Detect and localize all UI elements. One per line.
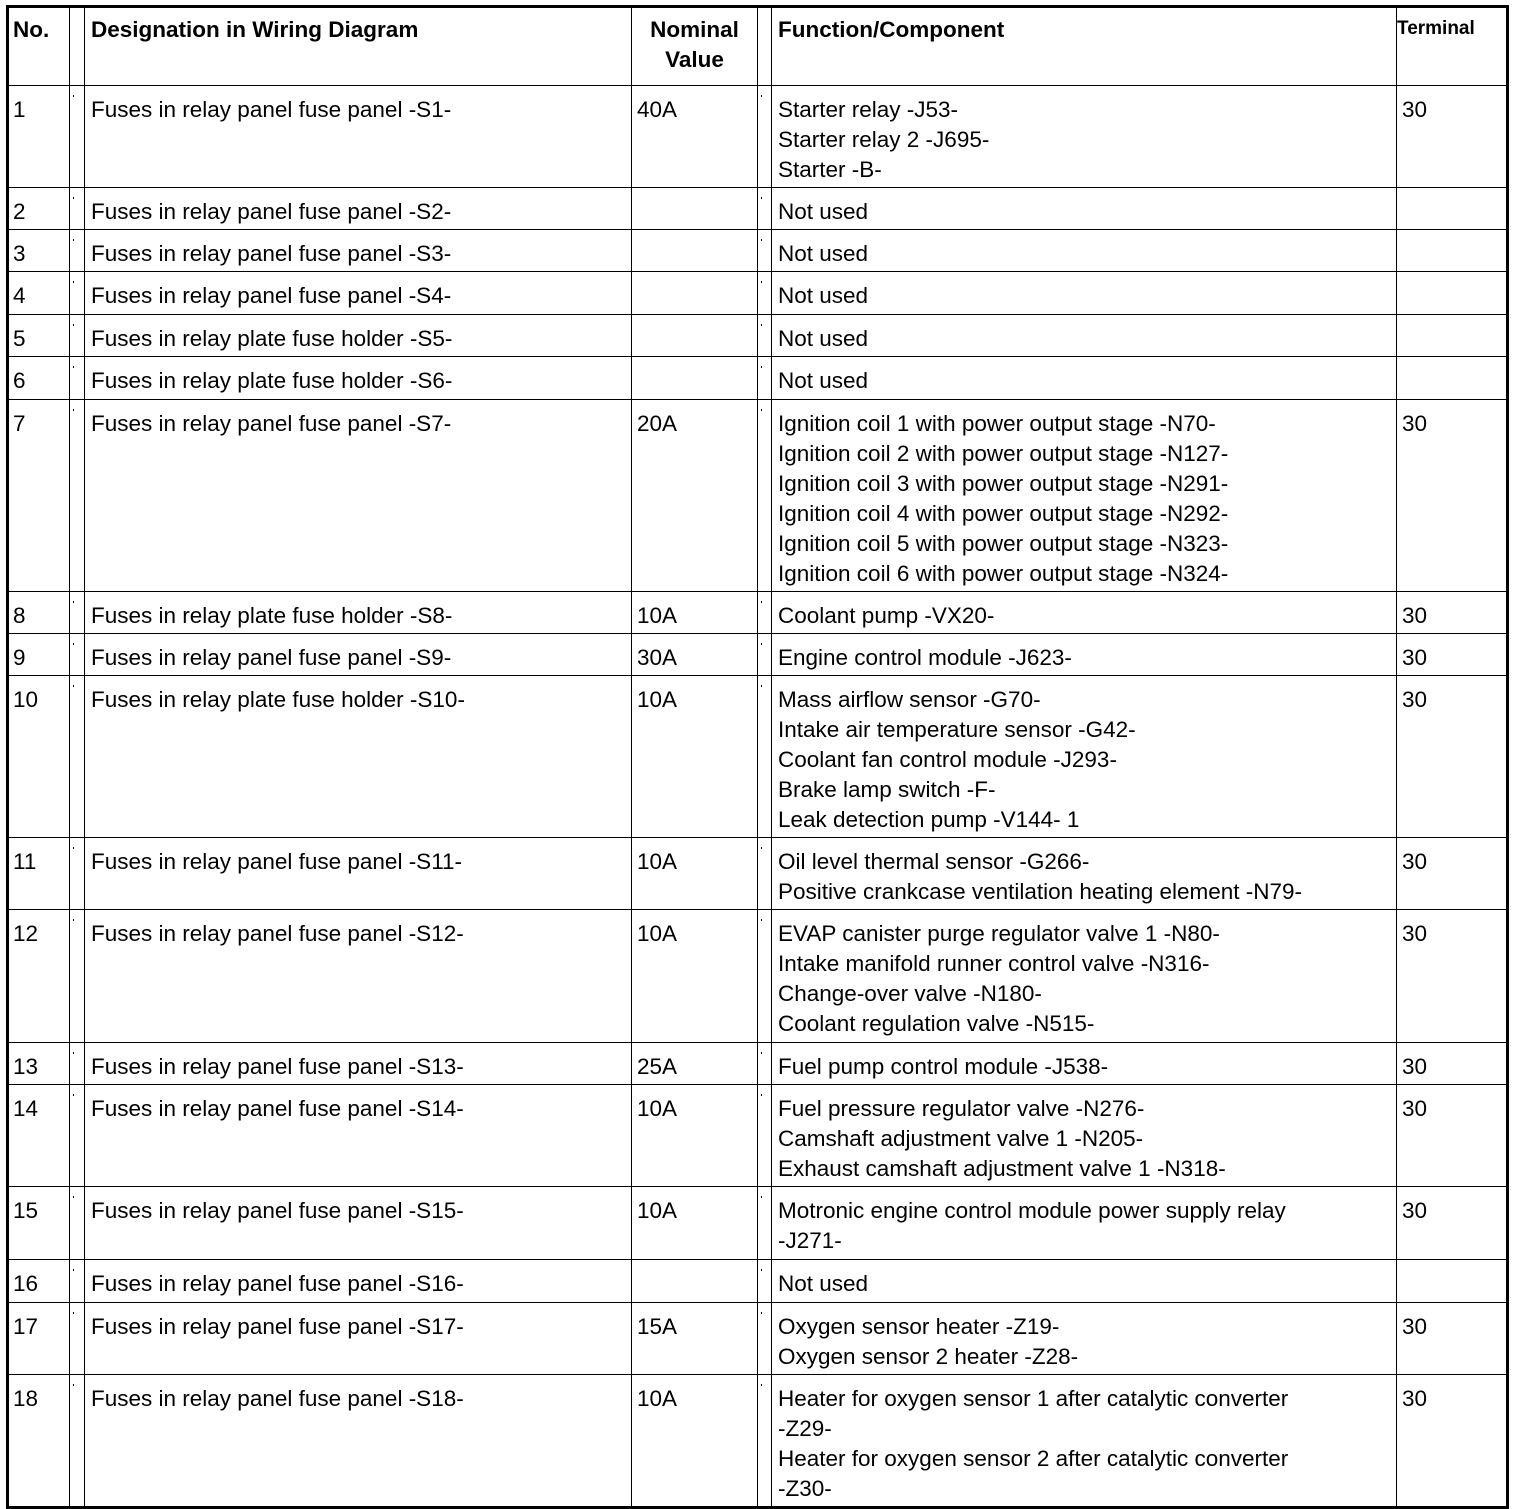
function-line: Ignition coil 2 with power output stage -N127-	[778, 441, 1229, 466]
row-terminal: 30	[1397, 1303, 1508, 1375]
function-line: Not used	[778, 1271, 869, 1296]
function-line: Not used	[778, 241, 869, 266]
row-nominal-value: 10A	[632, 676, 758, 838]
row-number: 16	[8, 1260, 70, 1303]
header-nominal-line1: Nominal	[650, 17, 739, 42]
row-function	[772, 188, 1397, 230]
row-number: 13	[8, 1043, 70, 1085]
table-row	[8, 86, 1508, 188]
row-terminal: 30	[1397, 676, 1508, 838]
row-nominal-value: 40A	[632, 86, 758, 188]
row-spacer	[758, 634, 772, 676]
row-designation: Fuses in relay panel fuse panel -S13-	[85, 1043, 632, 1085]
function-line: Intake air temperature sensor -G42-	[778, 717, 1136, 742]
function-line: Exhaust camshaft adjustment valve 1 -N318-	[778, 1156, 1226, 1181]
function-line: Ignition coil 6 with power output stage -N324-	[778, 561, 1229, 586]
table-row	[8, 230, 1508, 272]
row-terminal: 30	[1397, 910, 1508, 1043]
row-designation: Fuses in relay plate fuse holder -S8-	[85, 592, 632, 634]
function-line: -Z30-	[778, 1476, 832, 1501]
row-number: 15	[8, 1187, 70, 1260]
table-row	[8, 1260, 1508, 1303]
row-spacer	[70, 634, 85, 676]
row-spacer	[758, 592, 772, 634]
row-function	[772, 1375, 1397, 1508]
row-spacer	[758, 676, 772, 838]
header-function: Function/Component	[772, 7, 1397, 86]
row-function	[772, 1303, 1397, 1375]
row-terminal: 30	[1397, 1043, 1508, 1085]
header-spacer	[70, 7, 85, 86]
row-nominal-value: 15A	[632, 1303, 758, 1375]
row-spacer	[70, 1085, 85, 1187]
function-line: Brake lamp switch -F-	[778, 777, 996, 802]
row-designation: Fuses in relay panel fuse panel -S12-	[85, 910, 632, 1043]
fuse-table-body	[8, 86, 1508, 1508]
row-number: 11	[8, 838, 70, 910]
function-line: Positive crankcase ventilation heating element -N79-	[778, 879, 1303, 904]
header-nominal-line2: Value	[665, 47, 724, 72]
row-designation: Fuses in relay panel fuse panel -S11-	[85, 838, 632, 910]
row-spacer	[70, 910, 85, 1043]
function-line: Leak detection pump -V144- 1	[778, 807, 1080, 832]
row-nominal-value	[632, 357, 758, 400]
row-terminal	[1397, 357, 1508, 400]
row-spacer	[70, 676, 85, 838]
row-number: 1	[8, 86, 70, 188]
row-spacer	[70, 838, 85, 910]
row-spacer	[70, 188, 85, 230]
row-designation: Fuses in relay panel fuse panel -S9-	[85, 634, 632, 676]
row-spacer	[70, 1043, 85, 1085]
row-number: 18	[8, 1375, 70, 1508]
row-number: 8	[8, 592, 70, 634]
row-function	[772, 1085, 1397, 1187]
row-spacer	[758, 188, 772, 230]
row-function	[772, 838, 1397, 910]
header-row	[8, 7, 1508, 86]
row-spacer	[758, 86, 772, 188]
row-spacer	[758, 315, 772, 357]
function-line: Not used	[778, 368, 869, 393]
row-spacer	[70, 86, 85, 188]
row-spacer	[758, 1085, 772, 1187]
function-line: Ignition coil 3 with power output stage -N291-	[778, 471, 1229, 496]
row-nominal-value	[632, 315, 758, 357]
function-line: Fuel pump control module -J538-	[778, 1054, 1109, 1079]
row-designation: Fuses in relay plate fuse holder -S5-	[85, 315, 632, 357]
row-nominal-value: 25A	[632, 1043, 758, 1085]
row-spacer	[70, 357, 85, 400]
row-spacer	[758, 400, 772, 592]
row-designation: Fuses in relay panel fuse panel -S2-	[85, 188, 632, 230]
row-terminal: 30	[1397, 838, 1508, 910]
row-nominal-value	[632, 188, 758, 230]
function-line: Camshaft adjustment valve 1 -N205-	[778, 1126, 1144, 1151]
row-nominal-value	[632, 1260, 758, 1303]
row-designation: Fuses in relay panel fuse panel -S1-	[85, 86, 632, 188]
row-designation: Fuses in relay panel fuse panel -S4-	[85, 272, 632, 315]
row-nominal-value: 10A	[632, 1187, 758, 1260]
function-line: Ignition coil 5 with power output stage -N323-	[778, 531, 1229, 556]
row-spacer	[758, 910, 772, 1043]
row-function	[772, 592, 1397, 634]
row-designation: Fuses in relay panel fuse panel -S14-	[85, 1085, 632, 1187]
table-row	[8, 634, 1508, 676]
row-spacer	[758, 1043, 772, 1085]
row-number: 14	[8, 1085, 70, 1187]
row-spacer	[70, 400, 85, 592]
header-nominal-value	[632, 7, 758, 86]
row-spacer	[758, 272, 772, 315]
function-line: Intake manifold runner control valve -N316-	[778, 951, 1210, 976]
table-row	[8, 676, 1508, 838]
row-nominal-value: 10A	[632, 1375, 758, 1508]
row-terminal	[1397, 230, 1508, 272]
row-designation: Fuses in relay panel fuse panel -S15-	[85, 1187, 632, 1260]
row-function	[772, 230, 1397, 272]
function-line: Fuel pressure regulator valve -N276-	[778, 1096, 1145, 1121]
row-number: 3	[8, 230, 70, 272]
row-spacer	[758, 1187, 772, 1260]
table-row	[8, 188, 1508, 230]
row-number: 7	[8, 400, 70, 592]
function-line: Coolant regulation valve -N515-	[778, 1011, 1095, 1036]
row-terminal: 30	[1397, 86, 1508, 188]
function-line: -J271-	[778, 1228, 842, 1253]
row-nominal-value	[632, 272, 758, 315]
row-spacer	[70, 592, 85, 634]
table-row	[8, 838, 1508, 910]
row-function	[772, 86, 1397, 188]
row-spacer	[758, 230, 772, 272]
row-number: 17	[8, 1303, 70, 1375]
fuse-table	[6, 5, 1509, 1509]
function-line: Engine control module -J623-	[778, 645, 1072, 670]
row-terminal: 30	[1397, 1187, 1508, 1260]
table-row	[8, 592, 1508, 634]
row-spacer	[70, 315, 85, 357]
row-function	[772, 400, 1397, 592]
row-nominal-value: 30A	[632, 634, 758, 676]
function-line: Ignition coil 1 with power output stage -N70-	[778, 411, 1216, 436]
table-row	[8, 357, 1508, 400]
row-spacer	[758, 838, 772, 910]
function-line: Not used	[778, 199, 869, 224]
row-designation: Fuses in relay panel fuse panel -S7-	[85, 400, 632, 592]
row-nominal-value: 10A	[632, 910, 758, 1043]
row-function	[772, 357, 1397, 400]
row-terminal: 30	[1397, 592, 1508, 634]
row-number: 12	[8, 910, 70, 1043]
row-nominal-value: 20A	[632, 400, 758, 592]
row-terminal	[1397, 272, 1508, 315]
row-number: 6	[8, 357, 70, 400]
table-row	[8, 1043, 1508, 1085]
row-terminal	[1397, 315, 1508, 357]
row-designation: Fuses in relay plate fuse holder -S10-	[85, 676, 632, 838]
row-function	[772, 315, 1397, 357]
table-row	[8, 272, 1508, 315]
table-row	[8, 1187, 1508, 1260]
header-designation: Designation in Wiring Diagram	[85, 7, 632, 86]
row-function	[772, 1260, 1397, 1303]
row-spacer	[70, 1375, 85, 1508]
row-spacer	[70, 230, 85, 272]
function-line: Not used	[778, 326, 869, 351]
function-line: Motronic engine control module power supply relay	[778, 1198, 1286, 1223]
header-no: No.	[8, 7, 70, 86]
header-terminal: Terminal	[1397, 7, 1508, 86]
row-designation: Fuses in relay panel fuse panel -S3-	[85, 230, 632, 272]
row-nominal-value: 10A	[632, 838, 758, 910]
function-line: Coolant fan control module -J293-	[778, 747, 1117, 772]
row-number: 10	[8, 676, 70, 838]
row-nominal-value	[632, 230, 758, 272]
row-spacer	[758, 1303, 772, 1375]
row-terminal	[1397, 1260, 1508, 1303]
header-spacer	[758, 7, 772, 86]
row-function	[772, 1043, 1397, 1085]
table-row	[8, 400, 1508, 592]
function-line: Oxygen sensor 2 heater -Z28-	[778, 1344, 1079, 1369]
row-spacer	[758, 357, 772, 400]
function-line: Heater for oxygen sensor 1 after catalytic converter	[778, 1386, 1289, 1411]
row-number: 4	[8, 272, 70, 315]
row-function	[772, 676, 1397, 838]
row-terminal: 30	[1397, 634, 1508, 676]
function-line: Oxygen sensor heater -Z19-	[778, 1314, 1060, 1339]
row-designation: Fuses in relay panel fuse panel -S17-	[85, 1303, 632, 1375]
table-row	[8, 315, 1508, 357]
row-designation: Fuses in relay plate fuse holder -S6-	[85, 357, 632, 400]
row-spacer	[70, 1260, 85, 1303]
table-row	[8, 910, 1508, 1043]
function-line: -Z29-	[778, 1416, 832, 1441]
function-line: Not used	[778, 283, 869, 308]
row-function	[772, 634, 1397, 676]
function-line: Change-over valve -N180-	[778, 981, 1042, 1006]
row-spacer	[758, 1375, 772, 1508]
function-line: Oil level thermal sensor -G266-	[778, 849, 1090, 874]
row-number: 5	[8, 315, 70, 357]
function-line: Mass airflow sensor -G70-	[778, 687, 1041, 712]
row-function	[772, 910, 1397, 1043]
table-row	[8, 1375, 1508, 1508]
row-spacer	[758, 1260, 772, 1303]
row-nominal-value: 10A	[632, 1085, 758, 1187]
table-row	[8, 1085, 1508, 1187]
function-line: Starter -B-	[778, 157, 882, 182]
row-spacer	[70, 1187, 85, 1260]
function-line: Heater for oxygen sensor 2 after catalytic converter	[778, 1446, 1289, 1471]
function-line: EVAP canister purge regulator valve 1 -N80-	[778, 921, 1220, 946]
row-function	[772, 272, 1397, 315]
row-terminal: 30	[1397, 400, 1508, 592]
function-line: Ignition coil 4 with power output stage -N292-	[778, 501, 1229, 526]
row-designation: Fuses in relay panel fuse panel -S16-	[85, 1260, 632, 1303]
function-line: Starter relay 2 -J695-	[778, 127, 990, 152]
row-function	[772, 1187, 1397, 1260]
row-terminal: 30	[1397, 1375, 1508, 1508]
row-spacer	[70, 1303, 85, 1375]
row-terminal	[1397, 188, 1508, 230]
row-spacer	[70, 272, 85, 315]
row-number: 2	[8, 188, 70, 230]
row-nominal-value: 10A	[632, 592, 758, 634]
row-number: 9	[8, 634, 70, 676]
row-designation: Fuses in relay panel fuse panel -S18-	[85, 1375, 632, 1508]
row-terminal: 30	[1397, 1085, 1508, 1187]
function-line: Coolant pump -VX20-	[778, 603, 995, 628]
function-line: Starter relay -J53-	[778, 97, 959, 122]
table-row	[8, 1303, 1508, 1375]
